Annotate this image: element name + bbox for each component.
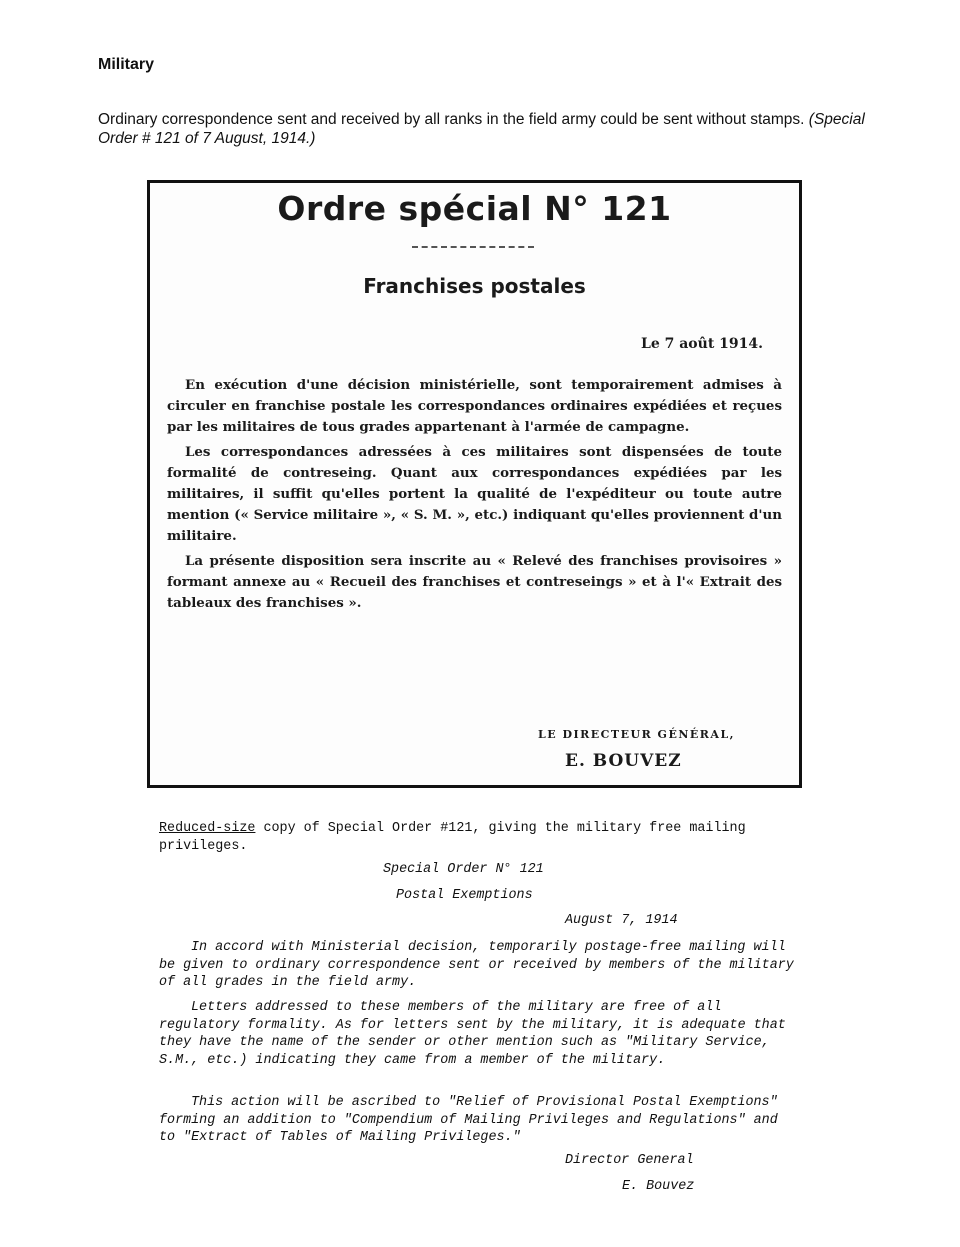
scan-divider — [412, 246, 534, 248]
scan-paragraph: Les correspondances adressées à ces militaires sont dispensées de toute formalité de contreseing. Quant aux correspondances expédiées par les militaires, il suffit qu'elles portent la qualité de l'expéditeur ou toute autre mention (« Service militaire », « S. M. », etc.) indiquant qu'elles proviennent d'un militaire. — [167, 444, 782, 544]
translation-signature-title: Director General — [565, 1153, 694, 1168]
scan-title: Ordre spécial N° 121 — [277, 189, 672, 228]
scan-body — [167, 375, 782, 618]
caption-underlined: Reduced-size — [159, 821, 256, 836]
scanned-order-document — [147, 180, 802, 788]
translation-title: Special Order N° 121 — [383, 862, 544, 877]
translation-date: August 7, 1914 — [565, 913, 678, 928]
scan-date: Le 7 août 1914. — [640, 336, 763, 352]
scan-paragraph: En exécution d'une décision ministérielle, sont temporairement admises à circuler en franchise postale les correspondances ordinaires expédiées et reçues par les militaires de tous grades appartenant à l'armée de campagne. — [167, 377, 782, 435]
caption-text: copy of Special Order #121, giving the military free mailing privileges. — [159, 821, 746, 854]
scan-subtitle: Franchises postales — [363, 274, 586, 298]
page-heading: Military — [98, 56, 155, 73]
scan-paragraph: La présente disposition sera inscrite au « Relevé des franchises provisoires » formant annexe au « Recueil des franchises et contreseings » et à l'« Extrait des tableaux des franchises ». — [167, 553, 782, 611]
intro-text: Ordinary correspondence sent and received by all ranks in the field army could be sent without stamps. — [98, 111, 805, 128]
translation-paragraph-text: Letters addressed to these members of the military are free of all regulatory formality. As for letters sent by the military, it is adequate that they have the name of the sender or other mention such as "Military Service, S.M., etc.) indicating they came from a member of the military. — [159, 1000, 786, 1068]
translation-paragraph-text: In accord with Ministerial decision, temporarily postage-free mailing will be given to ordinary correspondence sent or received by members of the military of all grades in the field army. — [159, 940, 794, 990]
scan-signature-name: E. BOUVEZ — [565, 751, 682, 771]
scan-signature-title: LE DIRECTEUR GÉNÉRAL, — [538, 728, 736, 741]
translation-signature-name: E. Bouvez — [622, 1179, 695, 1194]
translation-paragraph — [159, 939, 799, 992]
scan-caption — [159, 820, 809, 856]
intro-paragraph — [98, 110, 868, 148]
translation-paragraph — [159, 1094, 799, 1147]
translation-paragraph-text: This action will be ascribed to "Relief of Provisional Postal Exemptions" forming an addition to "Compendium of Mailing Privileges and Regulations" and to "Extract of Tables of Mailing Privileges." — [159, 1095, 778, 1145]
translation-subtitle: Postal Exemptions — [396, 888, 533, 903]
intro-reference: (Special Order # 121 of 7 August, 1914.) — [98, 111, 865, 147]
translation-paragraph — [159, 999, 799, 1069]
